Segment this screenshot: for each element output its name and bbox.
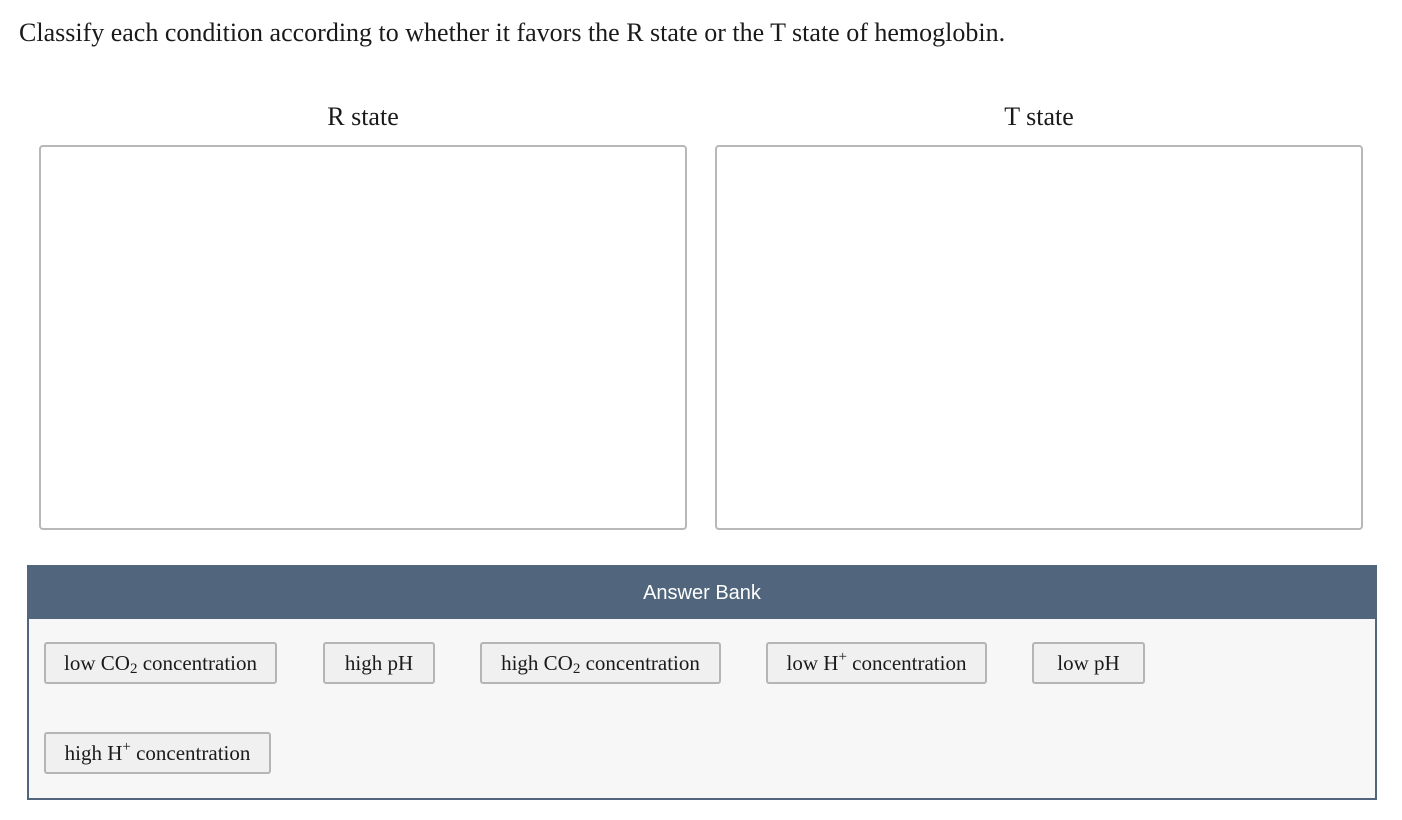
t-state-dropzone[interactable]: [715, 145, 1363, 530]
chip-subscript: 2: [129, 661, 138, 677]
chip-text: low CO: [64, 651, 130, 675]
chip-superscript: +: [838, 649, 847, 665]
chip-text-tail: concentration: [846, 651, 967, 675]
t-state-label: T state: [1004, 102, 1074, 131]
chip-text: high H: [64, 741, 123, 765]
chip-high-ph[interactable]: [323, 642, 435, 684]
r-state-label: R state: [327, 102, 399, 131]
chip-text: low H: [786, 651, 839, 675]
chip-low-ph[interactable]: [1032, 642, 1145, 684]
chip-low-co2-concentration[interactable]: [44, 642, 277, 684]
chip-high-h-plus-concentration[interactable]: [44, 732, 271, 774]
r-state-dropzone[interactable]: [39, 145, 687, 530]
chip-text-tail: concentration: [137, 651, 257, 675]
chip-subscript: 2: [572, 661, 581, 677]
chip-text: high pH: [344, 651, 414, 675]
chip-text: high CO: [501, 651, 573, 675]
chip-superscript: +: [122, 739, 131, 755]
chip-low-h-plus-concentration[interactable]: [766, 642, 987, 684]
question-prompt: Classify each condition according to whether it favors the R state or the T state of hemoglobin.: [19, 18, 1006, 47]
chip-text-tail: concentration: [580, 651, 700, 675]
chip-text-tail: concentration: [130, 741, 251, 765]
chip-text: low pH: [1057, 651, 1120, 675]
chip-high-co2-concentration[interactable]: [480, 642, 721, 684]
answer-bank-title: Answer Bank: [29, 567, 1375, 619]
answer-bank: [27, 565, 1377, 800]
